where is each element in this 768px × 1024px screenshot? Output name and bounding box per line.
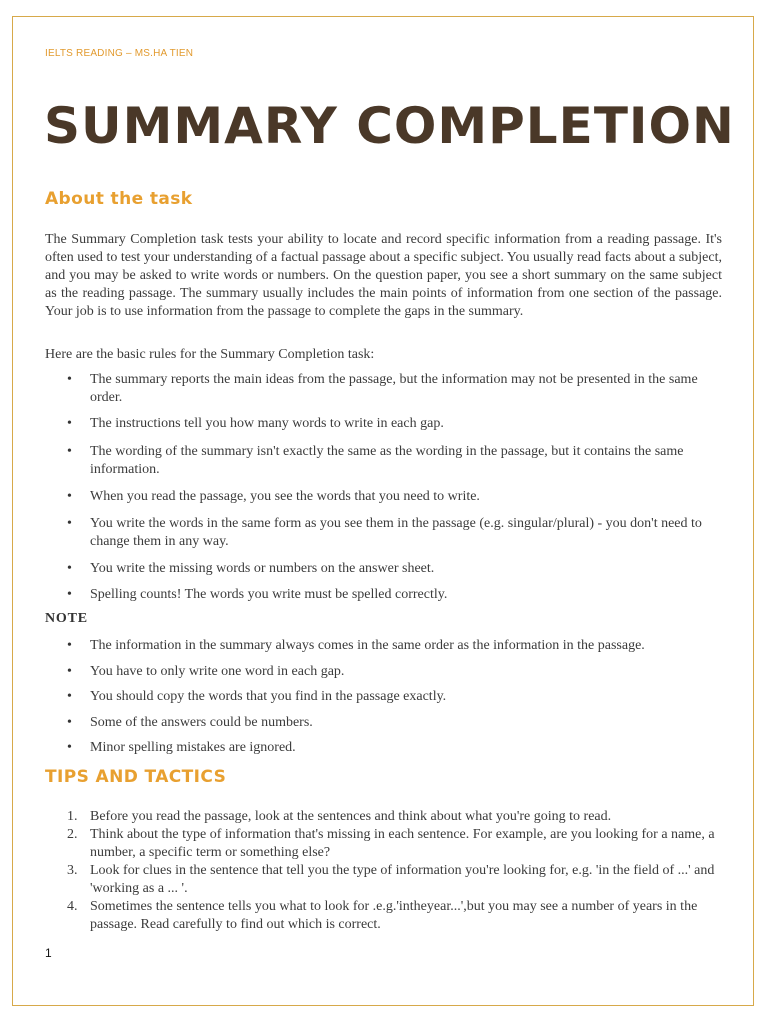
rules-intro: Here are the basic rules for the Summary Completion task:	[45, 347, 375, 362]
note-item: • Some of the answers could be numbers.	[45, 714, 722, 732]
tip-item	[45, 898, 725, 934]
rule-item: • Spelling counts! The words you write must be spelled correctly.	[45, 586, 722, 604]
tip-number: 2.	[67, 827, 78, 842]
about-paragraph: The Summary Completion task tests your ability to locate and record specific information from a reading passage. It's often used to test your understanding of a factual passage about a specific subject. You usually read facts about a subject, and you may be asked to write words or numbers. On the question paper, you see a short summary on the same subject as the reading passage. The summary usually includes the main points of information from one section of the passage. Your job is to use information from the passage to complete the gaps in the summary.	[45, 232, 722, 319]
page-number: 1	[45, 946, 52, 960]
header-note: IELTS READING – MS.HA TIEN	[45, 48, 194, 59]
tip-text: Look for clues in the sentence that tell you the type of information you're looking for, e.g. 'in the field of ...' and 'working as a ... '.	[90, 863, 715, 896]
rule-item: • You write the words in the same form as you see them in the passage (e.g. singular/plural) - you don't need to change them in any way.	[45, 515, 722, 551]
note-item: • The information in the summary always comes in the same order as the information in the passage.	[45, 637, 722, 655]
tips-heading: TIPS AND TACTICS	[45, 767, 227, 787]
tip-item	[45, 808, 725, 826]
tip-text: Think about the type of information that's missing in each sentence. For example, are you looking for a name, a number, a specific term or something else?	[90, 827, 715, 860]
tip-text: Before you read the passage, look at the sentences and think about what you're going to read.	[90, 809, 612, 824]
note-item: • You should copy the words that you find in the passage exactly.	[45, 688, 722, 706]
note-item: • You have to only write one word in each gap.	[45, 663, 722, 681]
tip-number: 4.	[67, 899, 78, 914]
tip-number: 3.	[67, 863, 78, 878]
tip-item	[45, 862, 725, 898]
page-title: SUMMARY COMPLETION	[44, 97, 735, 155]
rule-item: • When you read the passage, you see the words that you need to write.	[45, 488, 722, 506]
rule-item: • You write the missing words or numbers on the answer sheet.	[45, 560, 722, 578]
note-item: • Minor spelling mistakes are ignored.	[45, 739, 722, 757]
note-label: NOTE	[45, 611, 88, 626]
tip-item	[45, 826, 725, 862]
rule-item: • The instructions tell you how many words to write in each gap.	[45, 415, 722, 433]
about-heading: About the task	[45, 189, 193, 209]
tip-text: Sometimes the sentence tells you what to look for .e.g.'intheyear...',but you may see a number of years in the passage. Read carefully to find out which is correct.	[90, 899, 698, 932]
rule-item: • The wording of the summary isn't exactly the same as the wording in the passage, but it contains the same information.	[45, 443, 722, 479]
tips-list	[45, 808, 725, 934]
rule-item: • The summary reports the main ideas from the passage, but the information may not be presented in the same order.	[45, 371, 722, 407]
tip-number: 1.	[67, 809, 78, 824]
